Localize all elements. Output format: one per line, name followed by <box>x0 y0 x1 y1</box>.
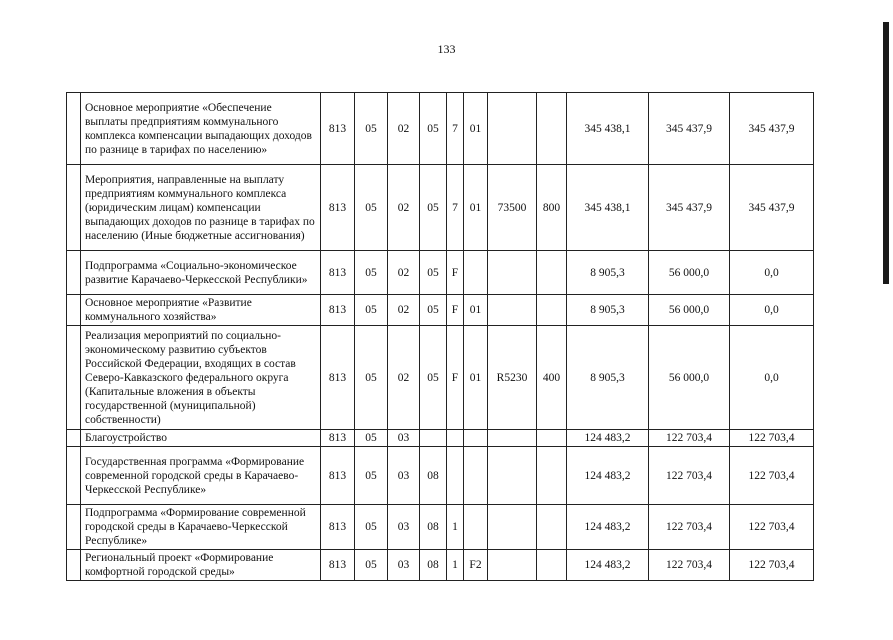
event-code-cell <box>464 505 488 550</box>
direction-code-cell <box>488 505 537 550</box>
event-code-cell: 01 <box>464 165 488 251</box>
row-margin-cell <box>67 326 81 430</box>
section-code-cell: 05 <box>355 447 388 505</box>
row-margin-cell <box>67 251 81 295</box>
subprogram-code-cell: F <box>447 251 464 295</box>
year3-amount-cell: 122 703,4 <box>730 505 814 550</box>
section-code-cell: 05 <box>355 295 388 326</box>
event-code-cell <box>464 447 488 505</box>
subprogram-code-cell: 1 <box>447 505 464 550</box>
subsection-code-cell: 03 <box>388 505 420 550</box>
year1-amount-cell: 345 438,1 <box>567 93 649 165</box>
subsection-code-cell: 03 <box>388 550 420 581</box>
budget-table <box>66 92 814 581</box>
direction-code-cell: 73500 <box>488 165 537 251</box>
program-code-cell: 08 <box>420 505 447 550</box>
row-name-cell: Региональный проект «Формирование комфортной городской среды» <box>81 550 321 581</box>
subprogram-code-cell: 7 <box>447 93 464 165</box>
ministry-code-cell: 813 <box>321 430 355 447</box>
program-code-cell <box>420 430 447 447</box>
section-code-cell: 05 <box>355 550 388 581</box>
ministry-code-cell: 813 <box>321 251 355 295</box>
subsection-code-cell: 02 <box>388 165 420 251</box>
year1-amount-cell: 345 438,1 <box>567 165 649 251</box>
subsection-code-cell: 03 <box>388 447 420 505</box>
subsection-code-cell: 02 <box>388 295 420 326</box>
ministry-code-cell: 813 <box>321 447 355 505</box>
table-row <box>67 505 814 550</box>
subsection-code-cell: 02 <box>388 251 420 295</box>
year2-amount-cell: 122 703,4 <box>649 447 730 505</box>
section-code-cell: 05 <box>355 93 388 165</box>
subprogram-code-cell: F <box>447 326 464 430</box>
row-name-cell: Подпрограмма «Социально-экономическое развитие Карачаево-Черкесской Республики» <box>81 251 321 295</box>
year1-amount-cell: 8 905,3 <box>567 295 649 326</box>
table-row <box>67 447 814 505</box>
event-code-cell: F2 <box>464 550 488 581</box>
year2-amount-cell: 56 000,0 <box>649 295 730 326</box>
year1-amount-cell: 124 483,2 <box>567 550 649 581</box>
subprogram-code-cell <box>447 430 464 447</box>
year3-amount-cell: 0,0 <box>730 251 814 295</box>
program-code-cell: 08 <box>420 447 447 505</box>
program-code-cell: 05 <box>420 165 447 251</box>
row-name-cell: Мероприятия, направленные на выплату предприятиям коммунального комплекса (юридическим лицам) компенсации выпадающих доходов по разнице в тарифах по населению (Иные бюджетные ассигнования) <box>81 165 321 251</box>
direction-code-cell <box>488 93 537 165</box>
year2-amount-cell: 122 703,4 <box>649 550 730 581</box>
event-code-cell: 01 <box>464 93 488 165</box>
event-code-cell: 01 <box>464 295 488 326</box>
subprogram-code-cell: 7 <box>447 165 464 251</box>
row-name-cell: Основное мероприятие «Обеспечение выплаты предприятиям коммунального комплекса компенсации выпадающих доходов по разнице в тарифах по населению» <box>81 93 321 165</box>
row-name-cell: Основное мероприятие «Развитие коммунального хозяйства» <box>81 295 321 326</box>
year1-amount-cell: 8 905,3 <box>567 251 649 295</box>
table-row <box>67 251 814 295</box>
section-code-cell: 05 <box>355 505 388 550</box>
direction-code-cell <box>488 251 537 295</box>
expense-type-code-cell <box>537 505 567 550</box>
ministry-code-cell: 813 <box>321 505 355 550</box>
ministry-code-cell: 813 <box>321 326 355 430</box>
direction-code-cell: R5230 <box>488 326 537 430</box>
row-margin-cell <box>67 295 81 326</box>
expense-type-code-cell <box>537 447 567 505</box>
budget-table-body <box>67 93 814 581</box>
program-code-cell: 05 <box>420 251 447 295</box>
expense-type-code-cell <box>537 93 567 165</box>
event-code-cell <box>464 251 488 295</box>
section-code-cell: 05 <box>355 326 388 430</box>
year2-amount-cell: 345 437,9 <box>649 165 730 251</box>
year2-amount-cell: 122 703,4 <box>649 430 730 447</box>
row-margin-cell <box>67 93 81 165</box>
row-name-cell: Государственная программа «Формирование современной городской среды в Карачаево-Черкесской Республике» <box>81 447 321 505</box>
year1-amount-cell: 124 483,2 <box>567 447 649 505</box>
year2-amount-cell: 345 437,9 <box>649 93 730 165</box>
year1-amount-cell: 124 483,2 <box>567 505 649 550</box>
year1-amount-cell: 8 905,3 <box>567 326 649 430</box>
event-code-cell <box>464 430 488 447</box>
scan-edge-mark <box>883 22 889 284</box>
expense-type-code-cell: 800 <box>537 165 567 251</box>
table-row <box>67 295 814 326</box>
year3-amount-cell: 122 703,4 <box>730 447 814 505</box>
event-code-cell: 01 <box>464 326 488 430</box>
expense-type-code-cell <box>537 550 567 581</box>
ministry-code-cell: 813 <box>321 295 355 326</box>
program-code-cell: 05 <box>420 93 447 165</box>
program-code-cell: 08 <box>420 550 447 581</box>
expense-type-code-cell <box>537 251 567 295</box>
section-code-cell: 05 <box>355 251 388 295</box>
expense-type-code-cell: 400 <box>537 326 567 430</box>
year3-amount-cell: 0,0 <box>730 295 814 326</box>
year2-amount-cell: 122 703,4 <box>649 505 730 550</box>
year1-amount-cell: 124 483,2 <box>567 430 649 447</box>
row-name-cell: Реализация мероприятий по социально-экономическому развитию субъектов Российской Федерации, входящих в состав Северо-Кавказского федерального округа (Капитальные вложения в объекты государственной (муниципальной) собственности) <box>81 326 321 430</box>
subsection-code-cell: 02 <box>388 326 420 430</box>
direction-code-cell <box>488 550 537 581</box>
row-margin-cell <box>67 165 81 251</box>
ministry-code-cell: 813 <box>321 165 355 251</box>
subsection-code-cell: 03 <box>388 430 420 447</box>
subsection-code-cell: 02 <box>388 93 420 165</box>
ministry-code-cell: 813 <box>321 93 355 165</box>
row-margin-cell <box>67 505 81 550</box>
year3-amount-cell: 122 703,4 <box>730 550 814 581</box>
year3-amount-cell: 345 437,9 <box>730 93 814 165</box>
year3-amount-cell: 0,0 <box>730 326 814 430</box>
expense-type-code-cell <box>537 430 567 447</box>
program-code-cell: 05 <box>420 295 447 326</box>
section-code-cell: 05 <box>355 430 388 447</box>
subprogram-code-cell <box>447 447 464 505</box>
row-margin-cell <box>67 550 81 581</box>
program-code-cell: 05 <box>420 326 447 430</box>
year3-amount-cell: 345 437,9 <box>730 165 814 251</box>
year3-amount-cell: 122 703,4 <box>730 430 814 447</box>
ministry-code-cell: 813 <box>321 550 355 581</box>
table-row <box>67 430 814 447</box>
year2-amount-cell: 56 000,0 <box>649 326 730 430</box>
row-margin-cell <box>67 447 81 505</box>
expense-type-code-cell <box>537 295 567 326</box>
subprogram-code-cell: F <box>447 295 464 326</box>
table-row <box>67 326 814 430</box>
table-row <box>67 93 814 165</box>
direction-code-cell <box>488 430 537 447</box>
subprogram-code-cell: 1 <box>447 550 464 581</box>
row-name-cell: Благоустройство <box>81 430 321 447</box>
table-row <box>67 165 814 251</box>
section-code-cell: 05 <box>355 165 388 251</box>
row-margin-cell <box>67 430 81 447</box>
row-name-cell: Подпрограмма «Формирование современной городской среды в Карачаево-Черкесской Республике» <box>81 505 321 550</box>
year2-amount-cell: 56 000,0 <box>649 251 730 295</box>
page-number: 133 <box>437 42 456 56</box>
direction-code-cell <box>488 447 537 505</box>
table-row <box>67 550 814 581</box>
direction-code-cell <box>488 295 537 326</box>
